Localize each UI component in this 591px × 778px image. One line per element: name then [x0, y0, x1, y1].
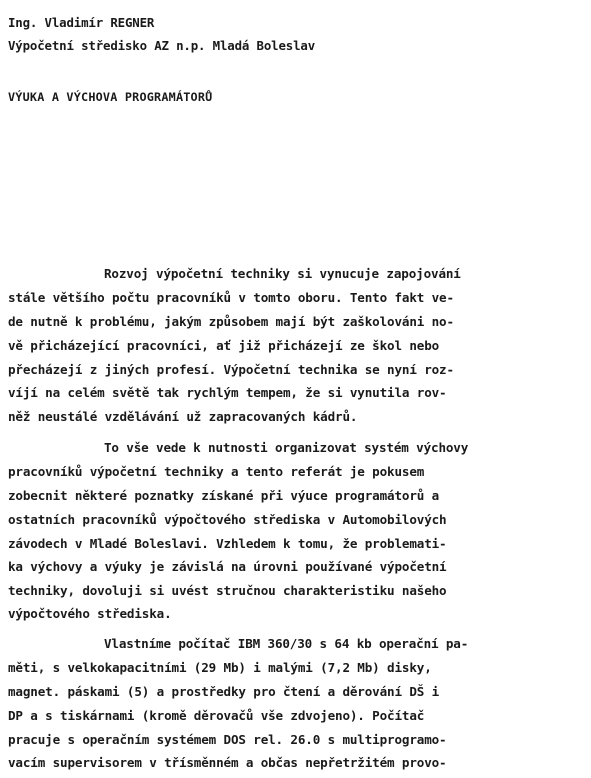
paragraph-line: magnet. páskami (5) a prostředky pro čtení a děrování DŠ i	[8, 684, 440, 699]
document-title: VÝUKA A VÝCHOVA PROGRAMÁTORŮ	[8, 90, 213, 104]
paragraph-line: výpočtového střediska.	[8, 606, 172, 621]
paragraph-line: něž neustálé vzdělávání už zapracovaných kádrů.	[8, 409, 358, 424]
paragraph-line: pracuje s operačním systémem DOS rel. 26.0 s multiprogramo-	[8, 732, 447, 747]
paragraph-line: ka výchovy a výuky je závislá na úrovni používané výpočetní	[8, 559, 447, 574]
paragraph-line: To vše vede k nutnosti organizovat systém výchovy	[104, 440, 469, 455]
paragraph-line: vě přicházející pracovníci, ať již přicházejí ze škol nebo	[8, 338, 440, 353]
paragraph-line: de nutně k problému, jakým způsobem mají být zaškolováni no-	[8, 314, 454, 329]
paragraph-line: stále většího počtu pracovníků v tomto oboru. Tento fakt ve-	[8, 290, 454, 305]
paragraph-line: DP a s tiskárnami (kromě děrovačů vše zdvojeno). Počítač	[8, 708, 425, 723]
author-line: Ing. Vladimír REGNER	[8, 15, 155, 30]
paragraph-line: víjí na celém světě tak rychlým tempem, že si vynutila rov-	[8, 385, 447, 400]
paragraph-line: vacím supervisorem v třísměnném a občas nepřetržitém provo-	[8, 755, 447, 770]
paragraph-line: Rozvoj výpočetní techniky si vynucuje zapojování	[104, 266, 461, 281]
paragraph-line: ostatních pracovníků výpočtového střediska v Automobilových	[8, 512, 447, 527]
paragraph-line: přecházejí z jiných profesí. Výpočetní technika se nyní roz-	[8, 362, 454, 377]
paragraph-line: zobecnit některé poznatky získané při výuce programátorů a	[8, 488, 440, 503]
paragraph-line: měti, s velkokapacitními (29 Mb) i malými (7,2 Mb) disky,	[8, 660, 432, 675]
paragraph-line: Vlastníme počítač IBM 360/30 s 64 kb operační pa-	[104, 636, 469, 651]
paragraph-line: pracovníků výpočetní techniky a tento referát je pokusem	[8, 464, 425, 479]
paragraph-line: techniky, dovoluji si uvést stručnou charakteristiku našeho	[8, 583, 447, 598]
paragraph-line: závodech v Mladé Boleslavi. Vzhledem k tomu, že problemati-	[8, 536, 447, 551]
affiliation-line: Výpočetní středisko AZ n.p. Mladá Boleslav	[8, 38, 316, 53]
